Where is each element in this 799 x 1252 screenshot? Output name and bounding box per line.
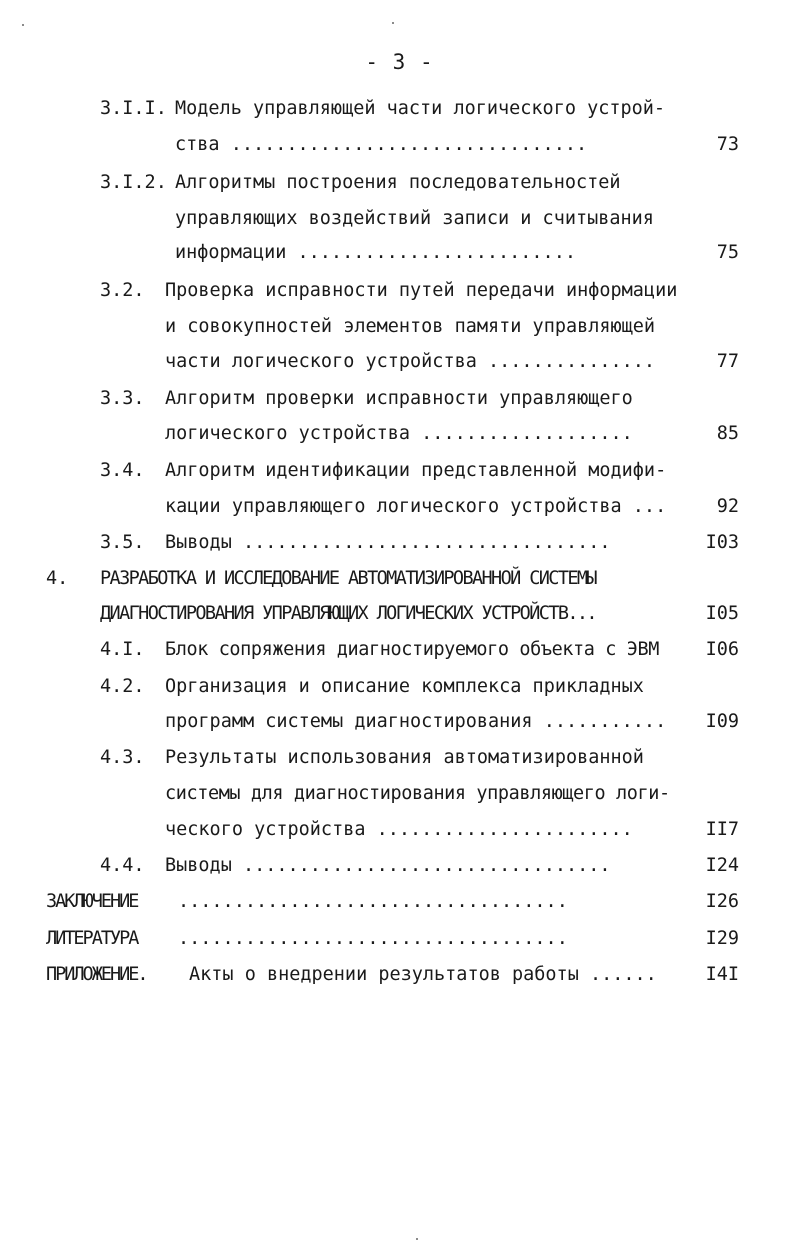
entry-text-line: ................................... bbox=[178, 928, 568, 949]
entry-text-line: Акты о внедрении результатов работы ...... bbox=[189, 964, 657, 985]
entry-page: I05 bbox=[705, 603, 739, 624]
entry-text-line: ................................... bbox=[178, 891, 568, 912]
entry-text-line: Модель управляющей части логического устрой- bbox=[175, 98, 666, 119]
entry-number: 3.3. bbox=[100, 388, 145, 409]
entry-text-line: логического устройства ................... bbox=[165, 423, 633, 444]
toc-entry-3-1-2 bbox=[0, 170, 799, 196]
entry-text-line: ства ................................ bbox=[175, 134, 588, 155]
entry-page: I26 bbox=[705, 891, 739, 912]
toc-entry-4-4 bbox=[0, 853, 799, 879]
entry-text-line: кации управляющего логического устройства ... bbox=[165, 496, 667, 517]
entry-number: 3.I.2. bbox=[100, 172, 167, 193]
entry-page: II7 bbox=[705, 819, 739, 840]
entry-text-line: Алгоритм идентификации представленной модифи- bbox=[165, 460, 667, 481]
entry-number: ПРИЛОЖЕНИЕ. bbox=[46, 964, 147, 985]
toc-entry-4-3-cont bbox=[0, 781, 799, 807]
entry-text-line: Блок сопряжения диагностируемого объекта с ЭВМ bbox=[165, 639, 659, 660]
toc-entry-3-4-cont bbox=[0, 494, 799, 520]
entry-number: 3.4. bbox=[100, 460, 145, 481]
entry-text-line: Алгоритмы построения последовательностей bbox=[175, 172, 621, 193]
entry-text-line: Проверка исправности путей передачи информации bbox=[165, 280, 678, 301]
toc-entry-4-2-cont bbox=[0, 709, 799, 735]
scan-speck bbox=[416, 1238, 418, 1240]
page-number: - 3 - bbox=[365, 50, 434, 74]
toc-entry-appendix bbox=[0, 962, 799, 988]
toc-entry-3-1-1 bbox=[0, 96, 799, 122]
entry-number: 4. bbox=[46, 568, 69, 589]
toc-entry-3-1-2-cont2 bbox=[0, 240, 799, 266]
entry-text-line: Выводы ................................. bbox=[165, 855, 611, 876]
toc-entry-3-3-cont bbox=[0, 421, 799, 447]
toc-entry-4 bbox=[0, 566, 799, 592]
toc-entry-3-2-cont bbox=[0, 314, 799, 340]
toc-entry-3-3 bbox=[0, 386, 799, 412]
entry-text-line: информации ......................... bbox=[175, 242, 576, 263]
entry-number: ЗАКЛЮЧЕНИЕ bbox=[46, 891, 138, 912]
toc-entry-3-2-cont2 bbox=[0, 349, 799, 375]
entry-page: I29 bbox=[705, 928, 739, 949]
entry-page: 92 bbox=[716, 496, 739, 517]
entry-text-line: и совокупностей элементов памяти управляющей bbox=[165, 316, 656, 337]
toc-entry-4-1 bbox=[0, 637, 799, 663]
scan-speck bbox=[22, 24, 24, 26]
entry-page: I09 bbox=[705, 711, 739, 732]
toc-entry-3-5 bbox=[0, 530, 799, 556]
toc-entry-literature bbox=[0, 926, 799, 952]
entry-number: 3.I.I. bbox=[100, 98, 167, 119]
toc-entry-4-cont bbox=[0, 601, 799, 627]
entry-page: 77 bbox=[716, 351, 739, 372]
entry-text-line: Выводы ................................. bbox=[165, 532, 611, 553]
entry-text-line: системы для диагностирования управляющего логи- bbox=[165, 783, 670, 804]
entry-text-line: Алгоритм проверки исправности управляющего bbox=[165, 388, 633, 409]
toc-entry-3-2 bbox=[0, 278, 799, 304]
entry-number: 4.3. bbox=[100, 747, 145, 768]
entry-page: 75 bbox=[716, 242, 739, 263]
entry-page: I06 bbox=[705, 639, 739, 660]
entry-page: I03 bbox=[705, 532, 739, 553]
entry-text-line: части логического устройства ............... bbox=[165, 351, 656, 372]
entry-text-line: ческого устройства ....................... bbox=[165, 819, 633, 840]
toc-entry-conclusion bbox=[0, 889, 799, 915]
entry-text-line: управляющих воздействий записи и считывания bbox=[175, 208, 654, 229]
entry-number: 4.4. bbox=[100, 855, 145, 876]
toc-entry-3-1-2-cont bbox=[0, 206, 799, 232]
entry-number: 4.2. bbox=[100, 676, 145, 697]
entry-text-line: программ системы диагностирования ........... bbox=[165, 711, 667, 732]
toc-entry-4-3-cont2 bbox=[0, 817, 799, 843]
entry-page: 85 bbox=[716, 423, 739, 444]
toc-entry-3-4 bbox=[0, 458, 799, 484]
scan-speck bbox=[392, 22, 394, 24]
entry-text-line: Результаты использования автоматизированной bbox=[165, 747, 644, 768]
entry-text-line: ДИАГНОСТИРОВАНИЯ УПРАВЛЯЮЩИХ ЛОГИЧЕСКИХ УСТРОЙСТВ... bbox=[100, 603, 596, 624]
entry-number: 3.2. bbox=[100, 280, 145, 301]
entry-page: I4I bbox=[705, 964, 739, 985]
toc-entry-4-3 bbox=[0, 745, 799, 771]
entry-number: ЛИТЕРАТУРА bbox=[46, 928, 138, 949]
entry-page: I24 bbox=[705, 855, 739, 876]
toc-entry-4-2 bbox=[0, 674, 799, 700]
entry-number: 4.I. bbox=[100, 639, 145, 660]
entry-page: 73 bbox=[716, 134, 739, 155]
toc-entry-3-1-1-cont bbox=[0, 132, 799, 158]
entry-text-line: Организация и описание комплекса прикладных bbox=[165, 676, 644, 697]
entry-text-line: РАЗРАБОТКА И ИССЛЕДОВАНИЕ АВТОМАТИЗИРОВАННОЙ СИСТЕМЫ bbox=[100, 568, 596, 589]
entry-number: 3.5. bbox=[100, 532, 145, 553]
